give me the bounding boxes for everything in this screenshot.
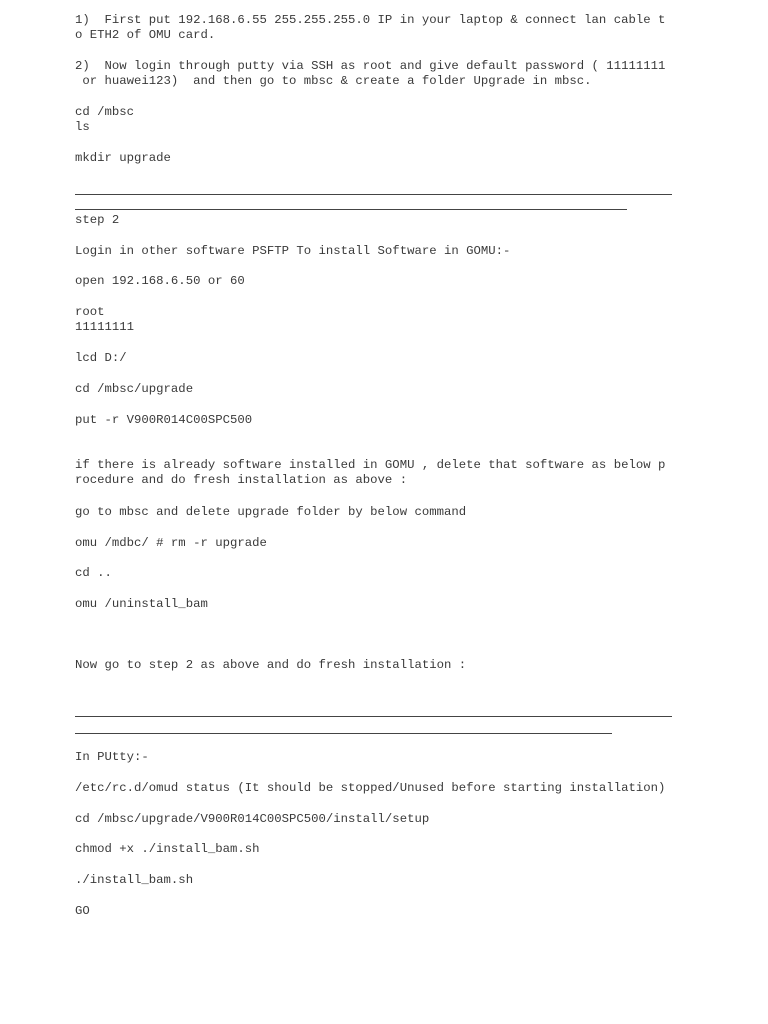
separator-line (75, 733, 612, 734)
reinstall-note-line-2: rocedure and do fresh installation as above : (75, 473, 408, 487)
command-mkdir: mkdir upgrade (75, 151, 171, 165)
separator-line (75, 194, 672, 195)
separator-line (75, 209, 627, 210)
command-run-install: ./install_bam.sh (75, 873, 194, 887)
command-cd-upgrade: cd /mbsc/upgrade (75, 382, 194, 396)
step2-intro-line-1: 2) Now login through putty via SSH as root and give default password ( 11111111 (75, 59, 666, 73)
command-put: put -r V900R014C00SPC500 (75, 413, 253, 427)
step2-intro-line-2: or huawei123) and then go to mbsc & create a folder Upgrade in mbsc. (75, 74, 592, 88)
step1-line-1: 1) First put 192.168.6.55 255.255.255.0 IP in your laptop & connect lan cable t (75, 13, 666, 27)
command-ls: ls (75, 120, 90, 134)
separator-line (75, 716, 672, 717)
command-uninstall: omu /uninstall_bam (75, 597, 208, 611)
psftp-intro: Login in other software PSFTP To install Software in GOMU:- (75, 244, 511, 258)
command-lcd: lcd D:/ (75, 351, 127, 365)
command-go: GO (75, 904, 90, 918)
command-open: open 192.168.6.50 or 60 (75, 274, 245, 288)
step-2-heading: step 2 (75, 213, 120, 227)
delete-intro: go to mbsc and delete upgrade folder by below command (75, 505, 467, 519)
command-cd-mbsc: cd /mbsc (75, 105, 135, 119)
reinstall-note-line-1: if there is already software installed in GOMU , delete that software as below p (75, 458, 666, 472)
command-cd-up: cd .. (75, 566, 112, 580)
fresh-install-note: Now go to step 2 as above and do fresh installation : (75, 658, 467, 672)
putty-heading: In PUtty:- (75, 750, 149, 764)
command-cd-setup: cd /mbsc/upgrade/V900R014C00SPC500/install/setup (75, 812, 430, 826)
command-chmod: chmod +x ./install_bam.sh (75, 842, 260, 856)
command-rm: omu /mdbc/ # rm -r upgrade (75, 536, 267, 550)
command-status: /etc/rc.d/omud status (It should be stopped/Unused before starting installation) (75, 781, 666, 795)
login-password: 11111111 (75, 320, 135, 334)
step1-line-2: o ETH2 of OMU card. (75, 28, 216, 42)
login-user: root (75, 305, 105, 319)
